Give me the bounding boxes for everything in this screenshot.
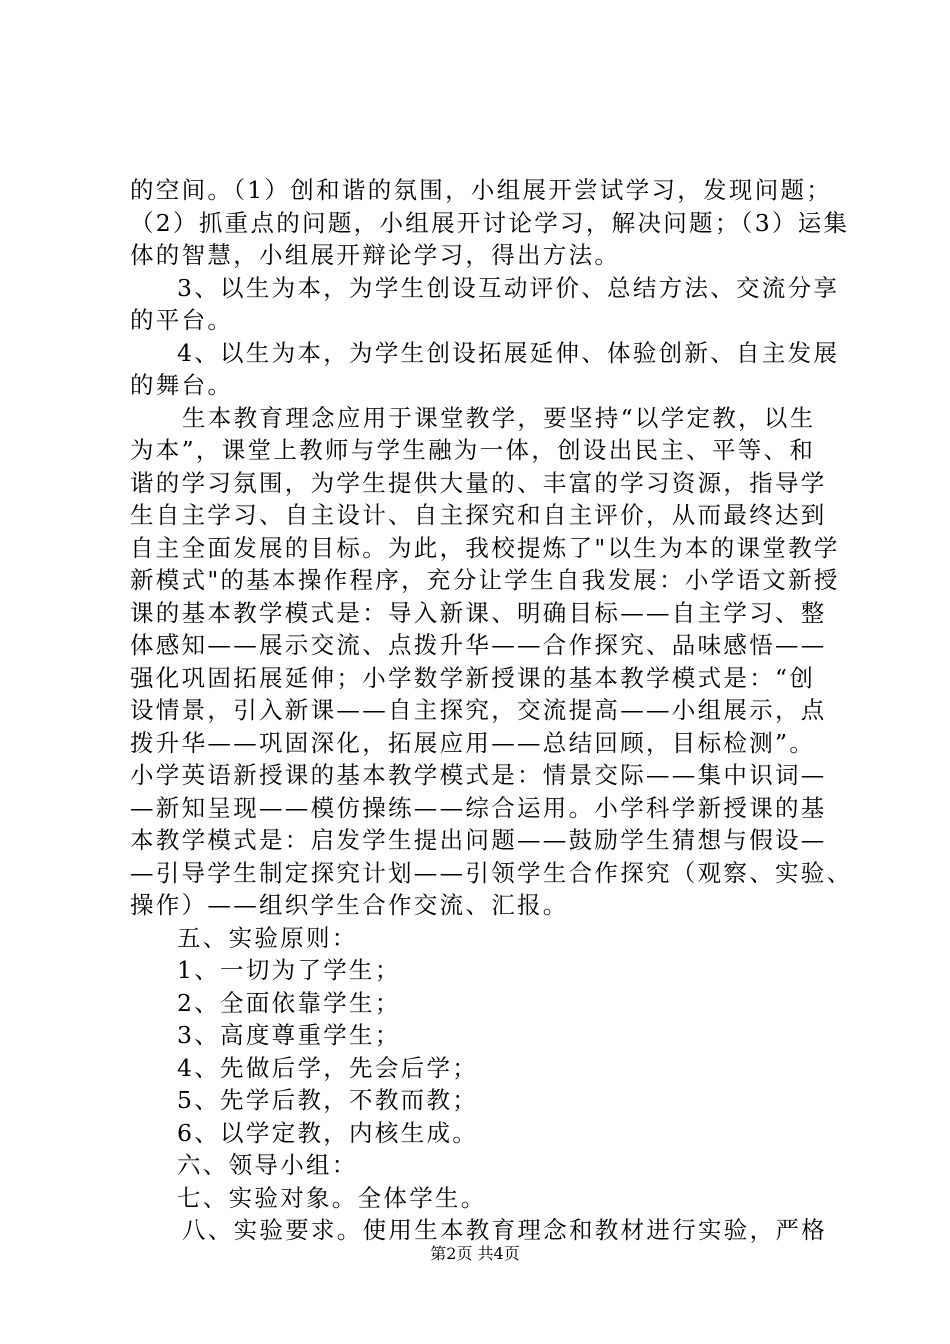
list-item: 3、高度尊重学生； (177, 1021, 401, 1049)
text-line: 的舞台。 (130, 371, 234, 399)
text-line: —新知呈现——模仿操练——综合运用。小学科学新授课的基 (130, 793, 827, 822)
text-line: 生本教育理念应用于课堂教学，要坚持“以学定教，以生 (182, 403, 816, 432)
list-item: 1、一切为了学生； (177, 956, 401, 984)
section-heading: 六、领导小组： (177, 1151, 358, 1179)
text-line: 生自主学习、自主设计、自主探究和自主评价，从而最终达到 (130, 501, 827, 529)
section-heading: 八、实验要求。使用生本教育理念和教材进行实验，严格 (182, 1216, 827, 1244)
text-line: —引导学生制定探究计划——引领学生合作探究（观察、实验、 (130, 858, 853, 887)
text-line: 操作）——组织学生合作交流、汇报。 (130, 891, 569, 919)
section-heading: 五、实验原则： (177, 923, 358, 952)
text-line: 课的基本教学模式是：导入新课、明确目标——自主学习、整 (130, 598, 827, 627)
text-line: 新模式"的基本操作程序，充分让学生自我发展：小学语文新授 (130, 566, 840, 594)
text-line: 设情景，引入新课——自主探究，交流提高——小组展示，点 (130, 696, 827, 724)
text-line: 本教学模式是：启发学生提出问题——鼓励学生猜想与假设— (130, 826, 827, 854)
text-line: 自主全面发展的目标。为此，我校提炼了"以生为本的课堂教学 (130, 533, 840, 562)
text-line: （2）抓重点的问题，小组展开讨论学习，解决问题；（3）运集 (130, 208, 850, 237)
document-body (130, 174, 853, 1247)
text-line: 体感知——展示交流、点拨升华——合作探究、品味感悟—— (130, 631, 827, 659)
list-item: 2、全面依靠学生； (177, 988, 401, 1017)
page-number-label: 第2页 共4页 (430, 1244, 520, 1263)
text-line: 的平台。 (130, 306, 234, 334)
list-item: 5、先学后教，不教而教； (177, 1086, 479, 1114)
text-line: 3、以生为本，为学生创设互动评价、总结方法、交流分享 (177, 273, 840, 302)
text-line: 强化巩固拓展延伸；小学数学新授课的基本教学模式是：“创 (130, 663, 816, 692)
section-heading: 七、实验对象。全体学生。 (177, 1183, 487, 1212)
text-line: 的空间。（1）创和谐的氛围，小组展开尝试学习，发现问题； (130, 176, 833, 204)
page-footer (0, 1244, 950, 1264)
text-line: 谐的学习氛围，为学生提供大量的、丰富的学习资源，指导学 (130, 468, 827, 497)
text-line: 为本”，课堂上教师与学生融为一体，创设出民主、平等、和 (130, 436, 816, 464)
text-line: 小学英语新授课的基本教学模式是：情景交际——集中识词— (130, 761, 827, 789)
list-item: 4、先做后学，先会后学； (177, 1053, 479, 1082)
text-line: 4、以生为本，为学生创设拓展延伸、体验创新、自主发展 (177, 338, 840, 367)
list-item: 6、以学定教，内核生成。 (177, 1118, 479, 1147)
text-line: 拨升华——巩固深化，拓展应用——总结回顾，目标检测”。 (130, 728, 816, 757)
text-line: 体的智慧，小组展开辩论学习，得出方法。 (130, 241, 621, 269)
